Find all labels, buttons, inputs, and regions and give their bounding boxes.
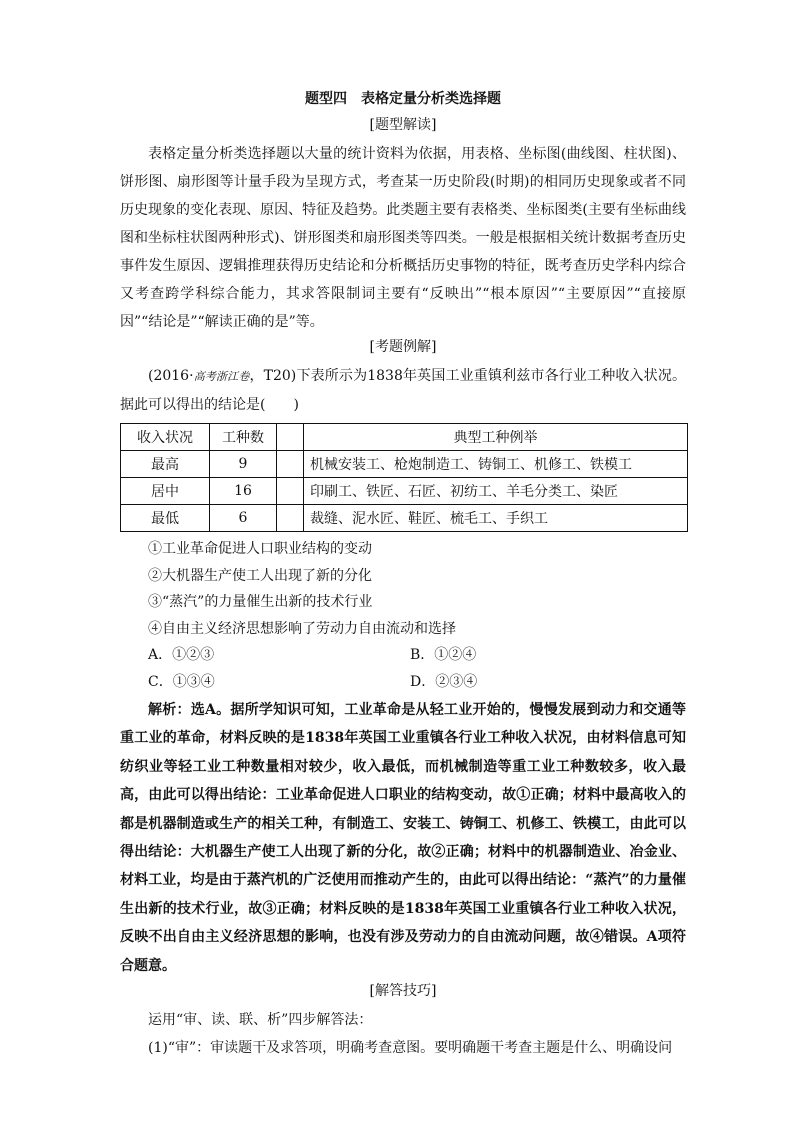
table-cell: 16: [210, 478, 277, 505]
statement-3: ③“蒸汽”的力量催生出新的技术行业: [148, 594, 373, 610]
table-row: [121, 478, 688, 505]
question-text: 下表所示为1838年英国工业重镇利兹市各行业工种收入状况。据此可以得出的结论是( ): [120, 368, 686, 413]
statement-2: ②大机器生产使工人出现了新的分化: [148, 567, 372, 584]
question-source-suffix: ，T20): [249, 368, 297, 384]
table-cell: 印刷工、铁匠、石匠、初纺工、羊毛分类工、染匠: [304, 478, 688, 505]
table-row: [121, 505, 688, 532]
table-header-row: [121, 424, 688, 451]
question-source-mark: 高考浙江卷: [193, 370, 250, 383]
statement-1: ①工业革命促进人口职业结构的变动: [148, 541, 372, 557]
page-title: 题型四 表格定量分析类选择题: [305, 91, 501, 107]
income-table: [120, 423, 688, 532]
options-row-2: [120, 669, 686, 696]
section-heading-examples: [考题例解]: [369, 339, 437, 355]
analysis-paragraph: 解析：选A。据所学知识可知，工业革命是从轻工业开始的，慢慢发展到动力和交通等重工业的革命，材料反映的是1838年英国工业重镇各行业工种收入状况，由材料信息可知纺织业等轻工业工种数量相对较少，收入最低，而机械制造等重工业工种数较多，收入最高，由此可以得出结论：工业革命促进人口职业的结构变动，故①正确；材料中最高收入的都是机器制造或生产的相关工种，有制造工、安装工、铸铜工、机修工、铁模工，由此可以得出结论：大机器生产使工人出现了新的分化，故②正确；材料中的机器制造业、冶金业、材料工业，均是由于蒸汽机的广泛使用而推动产生的，由此可以得出结论：“蒸汽”的力量催生出新的技术行业，故③正确；材料反映的是1838年英国工业重镇各行业工种收入状况，反映不出自由主义经济思想的影响，也没有涉及劳动力的自由流动问题，故④错误。A项符合题意。: [120, 702, 686, 974]
question-stem: [120, 362, 686, 419]
options-row-1: [120, 642, 686, 669]
document-page: [120, 88, 686, 1062]
question-source-prefix: (2016·: [148, 368, 194, 384]
table-cell: 裁缝、泥水匠、鞋匠、梳毛工、手织工: [304, 505, 688, 532]
tips-intro: 运用“审、读、联、析”四步解答法：: [148, 1012, 373, 1029]
section-heading-tips: [解答技巧]: [369, 983, 437, 1000]
intro-paragraph: 表格定量分析类选择题以大量的统计资料为依据，用表格、坐标图(曲线图、柱状图)、饼形图、扇形图等计量手段为呈现方式，考查某一历史阶段(时期)的相同历史现象或者不同历史现象的变化表现、原因、特征及趋势。此类题主要有表格类、坐标图类(主要有坐标曲线图和坐标柱状图两种形式)、饼形图类和扇形图类等四类。一般是根据相关统计数据考查历史事件发生原因、逻辑推理获得历史结论和分析概括历史事物的特征，既考查历史学科内综合又考查跨学科综合能力，其求答限制词主要有“反映出”“根本原因”“主要原因”“直接原因”“结论是”“解读正确的是”等。: [120, 146, 686, 330]
option-c: C．①③④: [148, 674, 215, 690]
tip-1: (1)“审”：审读题干及求答项，明确考查意图。要明确题干考查主题是什么、明确设问: [148, 1040, 673, 1057]
table-cell: 9: [210, 451, 277, 478]
table-header-cell: 收入状况: [121, 424, 210, 451]
option-a: A．①②③: [148, 647, 215, 663]
table-cell: [277, 478, 304, 505]
table-cell: 居中: [121, 478, 210, 505]
statement-4: ④自由主义经济思想影响了劳动力自由流动和选择: [148, 620, 456, 637]
option-b: B．①②④: [410, 647, 477, 663]
table-row: [121, 451, 688, 478]
table-cell: [277, 451, 304, 478]
table-cell: 机械安装工、枪炮制造工、铸铜工、机修工、铁模工: [304, 451, 688, 478]
option-d: D．②③④: [410, 674, 478, 690]
table-cell: 最高: [121, 451, 210, 478]
table-header-cell: 工种数: [210, 424, 277, 451]
table-header-cell: 典型工种例举: [304, 424, 688, 451]
table-cell: 最低: [121, 505, 210, 532]
section-heading-interpretation: [题型解读]: [369, 117, 437, 133]
table-cell: [277, 505, 304, 532]
table-cell: 6: [210, 505, 277, 532]
table-header-cell: [277, 424, 304, 451]
